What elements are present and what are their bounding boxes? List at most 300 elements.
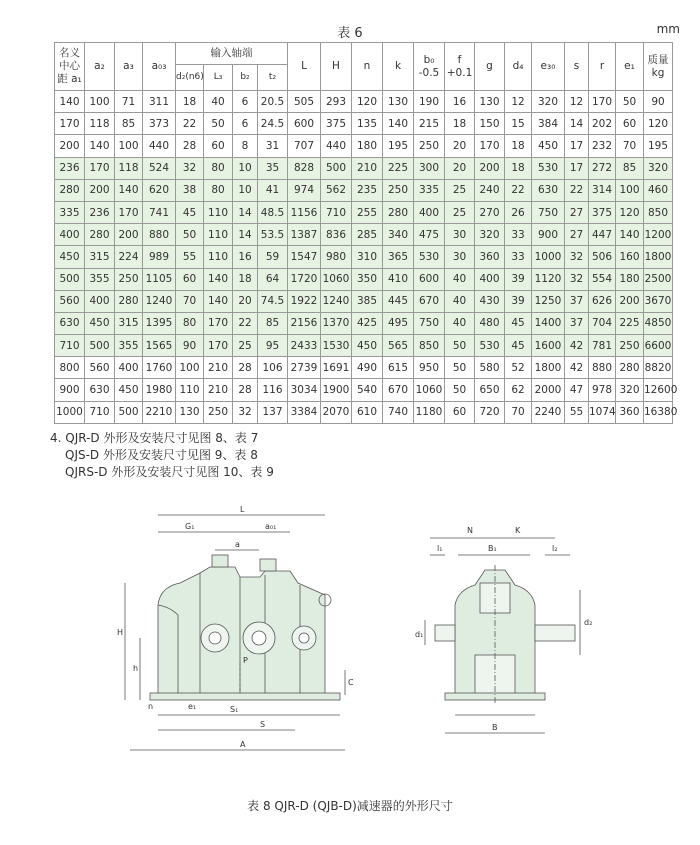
col-L: L xyxy=(288,43,321,91)
table-cell: 50 xyxy=(176,224,204,246)
table-cell: 850 xyxy=(414,335,445,357)
table-cell: 360 xyxy=(475,246,505,268)
table-cell: 250 xyxy=(414,135,445,157)
table-cell: 130 xyxy=(475,91,505,113)
table-row xyxy=(55,401,673,423)
table-cell: 100 xyxy=(616,179,644,201)
table-cell: 8 xyxy=(233,135,258,157)
table-cell: 32 xyxy=(565,246,589,268)
table-cell: 272 xyxy=(589,157,616,179)
table-cell: 40 xyxy=(445,290,475,312)
table-cell: 1600 xyxy=(532,335,565,357)
table-cell: 2500 xyxy=(644,268,673,290)
table-cell: 280 xyxy=(616,357,644,379)
table-cell: 540 xyxy=(352,379,383,401)
table-cell: 554 xyxy=(589,268,616,290)
table-cell: 62 xyxy=(505,379,532,401)
table-cell: 14 xyxy=(565,113,589,135)
table-cell: 27 xyxy=(565,201,589,223)
table-cell: 293 xyxy=(321,91,352,113)
table-cell: 180 xyxy=(352,135,383,157)
table-cell: 340 xyxy=(383,224,414,246)
table-cell: 530 xyxy=(414,246,445,268)
table-cell: 80 xyxy=(204,157,233,179)
col-a2: a₂ xyxy=(85,43,115,91)
table-cell: 978 xyxy=(589,379,616,401)
label-P: P xyxy=(243,656,248,665)
table-cell: 50 xyxy=(445,379,475,401)
table-cell: 140 xyxy=(204,290,233,312)
table-cell: 200 xyxy=(85,179,115,201)
table-cell: 600 xyxy=(414,268,445,290)
table-cell: 250 xyxy=(115,268,143,290)
table-cell: 236 xyxy=(85,201,115,223)
table-cell: 400 xyxy=(414,201,445,223)
table-cell: 400 xyxy=(55,224,85,246)
table-cell: 974 xyxy=(288,179,321,201)
table-cell: 106 xyxy=(258,357,288,379)
table-cell: 490 xyxy=(352,357,383,379)
table-cell: 373 xyxy=(143,113,176,135)
table-cell: 236 xyxy=(55,157,85,179)
table-cell: 10 xyxy=(233,157,258,179)
table-cell: 50 xyxy=(445,335,475,357)
table-cell: 1250 xyxy=(532,290,565,312)
table-cell: 1000 xyxy=(55,401,85,423)
table-cell: 170 xyxy=(475,135,505,157)
label-d2: d₂ xyxy=(584,618,593,627)
table-cell: 118 xyxy=(115,157,143,179)
table-cell: 560 xyxy=(85,357,115,379)
table-row xyxy=(55,335,673,357)
table-cell: 475 xyxy=(414,224,445,246)
table-cell: 1000 xyxy=(532,246,565,268)
table-cell: 285 xyxy=(352,224,383,246)
table-cell: 70 xyxy=(176,290,204,312)
table-cell: 650 xyxy=(475,379,505,401)
table-cell: 28 xyxy=(176,135,204,157)
table-cell: 270 xyxy=(475,201,505,223)
table-cell: 170 xyxy=(204,335,233,357)
col-k: k xyxy=(383,43,414,91)
table-cell: 880 xyxy=(143,224,176,246)
table-cell: 375 xyxy=(589,201,616,223)
table-cell: 22 xyxy=(233,312,258,334)
table-cell: 250 xyxy=(204,401,233,423)
label-N: N xyxy=(467,526,473,535)
table-cell: 74.5 xyxy=(258,290,288,312)
table-cell: 707 xyxy=(288,135,321,157)
table-row xyxy=(55,312,673,334)
label-S: S xyxy=(260,720,266,729)
table-row xyxy=(55,224,673,246)
table-title: 表 6 xyxy=(337,26,363,41)
table-cell: 355 xyxy=(85,268,115,290)
table-cell: 450 xyxy=(352,335,383,357)
table-cell: 300 xyxy=(414,157,445,179)
table-cell: 704 xyxy=(589,312,616,334)
table-cell: 1980 xyxy=(143,379,176,401)
table-cell: 562 xyxy=(321,179,352,201)
col-d4: d₄ xyxy=(505,43,532,91)
table-cell: 250 xyxy=(383,179,414,201)
label-C: C xyxy=(348,678,354,687)
table-cell: 18 xyxy=(445,113,475,135)
table-cell: 200 xyxy=(475,157,505,179)
label-S1: S₁ xyxy=(230,705,239,714)
table-cell: 225 xyxy=(616,312,644,334)
table-cell: 410 xyxy=(383,268,414,290)
table-cell: 180 xyxy=(616,268,644,290)
table-cell: 365 xyxy=(383,246,414,268)
table-cell: 900 xyxy=(532,224,565,246)
col-g: g xyxy=(475,43,505,91)
table-cell: 30 xyxy=(445,246,475,268)
table-cell: 836 xyxy=(321,224,352,246)
table-cell: 315 xyxy=(115,312,143,334)
table-cell: 1200 xyxy=(644,224,673,246)
table-cell: 40 xyxy=(204,91,233,113)
table-cell: 626 xyxy=(589,290,616,312)
table-cell: 170 xyxy=(55,113,85,135)
table-cell: 38 xyxy=(176,179,204,201)
table-cell: 80 xyxy=(176,312,204,334)
table-cell: 3670 xyxy=(644,290,673,312)
table-cell: 280 xyxy=(85,224,115,246)
table-cell: 224 xyxy=(115,246,143,268)
notes xyxy=(50,430,274,481)
table-cell: 120 xyxy=(616,201,644,223)
table-cell: 360 xyxy=(616,401,644,423)
table-cell: 59 xyxy=(258,246,288,268)
table-row xyxy=(55,357,673,379)
note-line: QJS-D 外形及安装尺寸见图 9、表 8 xyxy=(65,448,258,462)
col-a03: a₀₃ xyxy=(143,43,176,91)
table-cell: 195 xyxy=(383,135,414,157)
table-cell: 710 xyxy=(85,401,115,423)
table-cell: 6 xyxy=(233,113,258,135)
table-cell: 320 xyxy=(644,157,673,179)
table-cell: 560 xyxy=(55,290,85,312)
note-line: QJRS-D 外形及安装尺寸见图 10、表 9 xyxy=(65,465,274,479)
col-s: s xyxy=(565,43,589,91)
table-cell: 140 xyxy=(204,268,233,290)
table-cell: 45 xyxy=(176,201,204,223)
table-cell: 355 xyxy=(115,335,143,357)
table-cell: 10 xyxy=(233,179,258,201)
table-cell: 15 xyxy=(505,113,532,135)
table-cell: 140 xyxy=(85,135,115,157)
table-cell: 2210 xyxy=(143,401,176,423)
table-cell: 60 xyxy=(445,401,475,423)
col-input-shaft: 输入轴端 xyxy=(176,43,288,65)
table-cell: 14 xyxy=(233,201,258,223)
table-cell: 28 xyxy=(233,357,258,379)
label-n: n xyxy=(148,702,154,711)
table-cell: 335 xyxy=(55,201,85,223)
table-cell: 71 xyxy=(115,91,143,113)
table-cell: 130 xyxy=(176,401,204,423)
table-cell: 22 xyxy=(565,179,589,201)
table-cell: 120 xyxy=(644,113,673,135)
table-cell: 280 xyxy=(115,290,143,312)
col-e30: e₃₀ xyxy=(532,43,565,91)
table-cell: 170 xyxy=(115,201,143,223)
table-cell: 225 xyxy=(383,157,414,179)
col-L3: L₃ xyxy=(204,65,233,91)
table-cell: 85 xyxy=(258,312,288,334)
table-cell: 210 xyxy=(352,157,383,179)
table-cell: 385 xyxy=(352,290,383,312)
table-cell: 170 xyxy=(85,157,115,179)
table-cell: 40 xyxy=(445,312,475,334)
table-cell: 116 xyxy=(258,379,288,401)
table-body xyxy=(55,91,678,424)
table-cell: 35 xyxy=(258,157,288,179)
table-cell: 447 xyxy=(589,224,616,246)
table-cell: 25 xyxy=(233,335,258,357)
table-cell: 140 xyxy=(383,113,414,135)
table-cell: 384 xyxy=(532,113,565,135)
table-cell: 55 xyxy=(176,246,204,268)
col-H: H xyxy=(321,43,352,91)
col-weight: 质量 kg xyxy=(644,43,673,91)
table-cell: 37 xyxy=(565,290,589,312)
table-cell: 42 xyxy=(565,335,589,357)
figure-caption: 表 8 QJR-D (QJB-D)减速器的外形尺寸 xyxy=(247,799,453,813)
table-cell: 1900 xyxy=(321,379,352,401)
label-e1: e₁ xyxy=(188,702,197,711)
table-row xyxy=(55,290,673,312)
table-cell: 30 xyxy=(445,224,475,246)
table-cell: 1530 xyxy=(321,335,352,357)
label-l1: l₁ xyxy=(437,544,443,553)
label-a01: a₀₁ xyxy=(265,522,277,531)
label-a: a xyxy=(235,540,240,549)
table-cell: 85 xyxy=(115,113,143,135)
table-cell: 1800 xyxy=(532,357,565,379)
table-cell: 240 xyxy=(475,179,505,201)
table-cell: 60 xyxy=(204,135,233,157)
table-cell: 2156 xyxy=(288,312,321,334)
table-cell: 25 xyxy=(445,201,475,223)
table-cell: 800 xyxy=(55,357,85,379)
table-cell: 28 xyxy=(233,379,258,401)
table-cell: 32 xyxy=(233,401,258,423)
table-cell: 140 xyxy=(115,179,143,201)
table-cell: 140 xyxy=(55,91,85,113)
table-cell: 110 xyxy=(176,379,204,401)
table-cell: 3384 xyxy=(288,401,321,423)
table-cell: 1720 xyxy=(288,268,321,290)
table-cell: 12 xyxy=(505,91,532,113)
table-cell: 720 xyxy=(475,401,505,423)
table-cell: 232 xyxy=(589,135,616,157)
table-cell: 480 xyxy=(475,312,505,334)
table-cell: 18 xyxy=(176,91,204,113)
table-cell: 150 xyxy=(475,113,505,135)
table-cell: 255 xyxy=(352,201,383,223)
table-cell: 630 xyxy=(532,179,565,201)
table-row xyxy=(55,201,673,223)
table-cell: 45 xyxy=(505,312,532,334)
table-cell: 425 xyxy=(352,312,383,334)
table-cell: 980 xyxy=(321,246,352,268)
table-cell: 202 xyxy=(589,113,616,135)
col-b0: b₀ -0.5 xyxy=(414,43,445,91)
table-cell: 39 xyxy=(505,268,532,290)
table-cell: 1800 xyxy=(644,246,673,268)
table-cell: 14 xyxy=(233,224,258,246)
label-H: H xyxy=(117,628,124,637)
table-row xyxy=(55,135,673,157)
table-cell: 190 xyxy=(414,91,445,113)
table-cell: 315 xyxy=(85,246,115,268)
table-cell: 135 xyxy=(352,113,383,135)
table-cell: 18 xyxy=(505,135,532,157)
table-cell: 750 xyxy=(414,312,445,334)
table-cell: 100 xyxy=(115,135,143,157)
table-cell: 27 xyxy=(565,224,589,246)
table-cell: 100 xyxy=(85,91,115,113)
note-line: 4. QJR-D 外形及安装尺寸见图 8、表 7 xyxy=(50,431,259,445)
table-cell: 41 xyxy=(258,179,288,201)
side-view xyxy=(415,526,592,733)
table-cell: 335 xyxy=(414,179,445,201)
table-cell: 70 xyxy=(616,135,644,157)
table-cell: 110 xyxy=(204,201,233,223)
table-cell: 2433 xyxy=(288,335,321,357)
table-cell: 580 xyxy=(475,357,505,379)
col-b2: b₂ xyxy=(233,65,258,91)
table-cell: 1547 xyxy=(288,246,321,268)
table-cell: 530 xyxy=(475,335,505,357)
col-a3: a₃ xyxy=(115,43,143,91)
label-d1: d₁ xyxy=(415,630,424,639)
table-cell: 60 xyxy=(616,113,644,135)
table-cell: 85 xyxy=(616,157,644,179)
table-cell: 450 xyxy=(115,379,143,401)
table-cell: 39 xyxy=(505,290,532,312)
table-cell: 880 xyxy=(589,357,616,379)
table-cell: 506 xyxy=(589,246,616,268)
table-cell: 400 xyxy=(85,290,115,312)
table-cell: 22 xyxy=(505,179,532,201)
table-cell: 90 xyxy=(176,335,204,357)
table-cell: 440 xyxy=(321,135,352,157)
table-cell: 24.5 xyxy=(258,113,288,135)
table-cell: 1240 xyxy=(143,290,176,312)
col-d2: d₂(n6) xyxy=(176,65,204,91)
table-row xyxy=(55,246,673,268)
table-cell: 445 xyxy=(383,290,414,312)
table-cell: 400 xyxy=(475,268,505,290)
table-cell: 52 xyxy=(505,357,532,379)
table-cell: 25 xyxy=(445,179,475,201)
table-cell: 495 xyxy=(383,312,414,334)
label-B: B xyxy=(492,723,498,732)
table-row xyxy=(55,91,673,113)
table-cell: 781 xyxy=(589,335,616,357)
table-cell: 160 xyxy=(616,246,644,268)
table-cell: 375 xyxy=(321,113,352,135)
table-cell: 18 xyxy=(233,268,258,290)
table-cell: 710 xyxy=(321,201,352,223)
table-cell: 600 xyxy=(288,113,321,135)
table-cell: 1240 xyxy=(321,290,352,312)
table-cell: 1060 xyxy=(414,379,445,401)
col-t2: t₂ xyxy=(258,65,288,91)
table-cell: 314 xyxy=(589,179,616,201)
table-cell: 1156 xyxy=(288,201,321,223)
table-cell: 32 xyxy=(565,268,589,290)
table-cell: 235 xyxy=(352,179,383,201)
table-cell: 110 xyxy=(204,246,233,268)
table-cell: 500 xyxy=(85,335,115,357)
table-cell: 615 xyxy=(383,357,414,379)
label-L: L xyxy=(240,505,245,514)
col-n: n xyxy=(352,43,383,91)
table-cell: 95 xyxy=(258,335,288,357)
col-center-distance: 名义中心距 a₁ xyxy=(55,43,85,91)
table-cell: 1922 xyxy=(288,290,321,312)
table-cell: 900 xyxy=(55,379,85,401)
table-cell: 195 xyxy=(644,135,673,157)
table-cell: 31 xyxy=(258,135,288,157)
table-cell: 170 xyxy=(204,312,233,334)
table-cell: 40 xyxy=(445,268,475,290)
table-cell: 17 xyxy=(565,135,589,157)
table-cell: 8820 xyxy=(644,357,673,379)
table-cell: 120 xyxy=(352,91,383,113)
table-cell: 450 xyxy=(85,312,115,334)
table-cell: 460 xyxy=(644,179,673,201)
table-cell: 53.5 xyxy=(258,224,288,246)
table-cell: 1400 xyxy=(532,312,565,334)
table-cell: 18 xyxy=(505,157,532,179)
table-row xyxy=(55,113,673,135)
table-cell: 20 xyxy=(445,135,475,157)
label-l2: l₂ xyxy=(552,544,558,553)
table-cell: 6600 xyxy=(644,335,673,357)
table-cell: 55 xyxy=(565,401,589,423)
table-cell: 20 xyxy=(445,157,475,179)
table-cell: 50 xyxy=(204,113,233,135)
table-cell: 210 xyxy=(204,379,233,401)
table-cell: 16 xyxy=(445,91,475,113)
table-cell: 32 xyxy=(176,157,204,179)
table-cell: 950 xyxy=(414,357,445,379)
table-cell: 1387 xyxy=(288,224,321,246)
table-cell: 200 xyxy=(55,135,85,157)
table-cell: 500 xyxy=(321,157,352,179)
table-cell: 280 xyxy=(383,201,414,223)
table-cell: 37 xyxy=(565,312,589,334)
table-cell: 2000 xyxy=(532,379,565,401)
table-cell: 250 xyxy=(616,335,644,357)
table-cell: 16380 xyxy=(644,401,673,423)
table-cell: 26 xyxy=(505,201,532,223)
table-cell: 620 xyxy=(143,179,176,201)
table-cell: 42 xyxy=(565,357,589,379)
table-cell: 130 xyxy=(383,91,414,113)
table-cell: 630 xyxy=(85,379,115,401)
front-view xyxy=(117,505,354,750)
table-cell: 1760 xyxy=(143,357,176,379)
col-e1: e₁ xyxy=(616,43,644,91)
table-cell: 6 xyxy=(233,91,258,113)
table-cell: 400 xyxy=(115,357,143,379)
